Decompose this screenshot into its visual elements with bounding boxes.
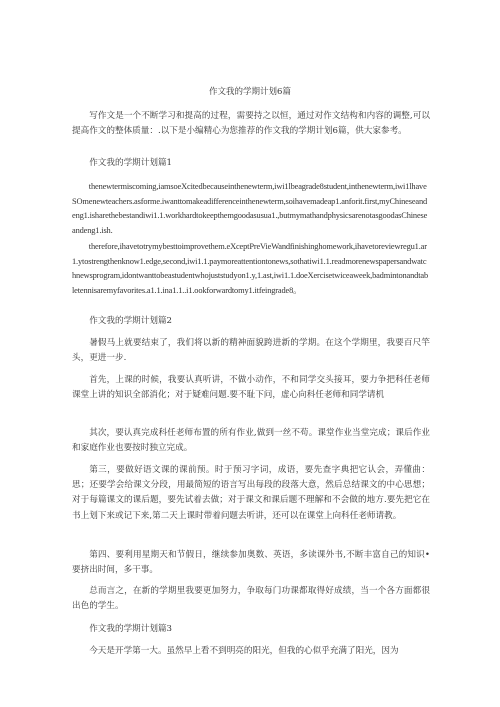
- body-paragraph: 其次，要认真完成科任老师布置的所有作业,做到一丝不苟。课堂作业当堂完成；课后作业和家庭作业也要按时独立完成。: [72, 428, 430, 454]
- body-paragraph: 今天是开学第一大。虽然早上看不到明亮的阳光，但我的心似乎充满了阳光，因为: [89, 646, 399, 656]
- body-paragraph: therefore,ihavetotrymybesttoimprovethem.eXceptPreVieWandfinishinghomework,ihavetoreviewregu1.ar1.ytostrengthenknow1.edge,second,iwi1.1.paymoreattentiontonews,sothatiwi1.1.readmorenewspapersandwatchnewsprogram,idontwanttobeastudentwhojuststudyon1.y,1.ast,iwi1.1.doeXercisetwiceaweek,badmintonandtabletennisaremyfavorites.a1.1.ina1.1..i1.ookforwardtomy1.itfeingrade8。: [72, 242, 428, 295]
- intro-paragraph: 写作文是一个不断学习和提高的过程，需要持之以恒，通过对作文结构和内容的调整,可以提高作文的整体质量：.以下是小编精心为您推荐的作文我的学期计划6篇，供大家参考。: [72, 111, 430, 137]
- body-paragraph: 第三，要做好语文课的课前预。时于预习字词，成语，要先查字典把它认会，弄懂曲：思；还要学会给课文分段，用最简短的语言写出每段的段落大意，然后总结课文的中心思想；对于每篇课文的课后题，要先试着去做；对于课文和课后题不理解和不会做的地方.要先把它在书上划下来或记下来,第二天上课时带着问题去听讲，还可以在课堂上向科任老师请教。: [72, 465, 430, 521]
- body-paragraph: 总而言之，在新的学期里我要更加努力，争取每门功课都取得好成绩，当一个各方面都很出色的学生。: [72, 586, 430, 612]
- section-heading-1: 作文我的学期计划篇1: [89, 158, 172, 168]
- section-heading-3: 作文我的学期计划篇3: [89, 624, 172, 634]
- body-paragraph: thenewtermiscoming,iamsoeXcitedbecauseinthenewterm,iwi1lbeagrade8student,inthenewterm,iwi1lhaveSOmenewteachers.asforme.iwanttomakeadifferenceinthenewterm,soihavemadeap1.anforit.first,myChineseandeng1.isharethebestandiwi1.1.workhardtokeepthemgoodasusua1.,butmymathandphysicsarenotasgoodasChineseandeng1.ish.: [72, 182, 428, 235]
- body-paragraph: 暑假马上就要结束了，我们将以新的精神面貌跨进新的学期。在这个学期里，我要百尺竿头，更进一步.: [72, 338, 430, 364]
- section-heading-2: 作文我的学期计划篇2: [89, 316, 172, 326]
- body-paragraph: 第四、要利用星期天和节假日，继续参加奥数、英语，多读课外书,不断丰富自己的知识•要挤出时间，多干事。: [72, 550, 430, 576]
- body-paragraph: 首先，上课的时候，我要认真听讲，不做小动作，不和同学交头接耳，要力争把科任老师课堂上讲的知识全部消化；对于疑难问题.要不耻下问，虚心向科任老师和同学请机: [72, 375, 430, 401]
- document-title: 作文我的学期计划6篇: [209, 87, 291, 97]
